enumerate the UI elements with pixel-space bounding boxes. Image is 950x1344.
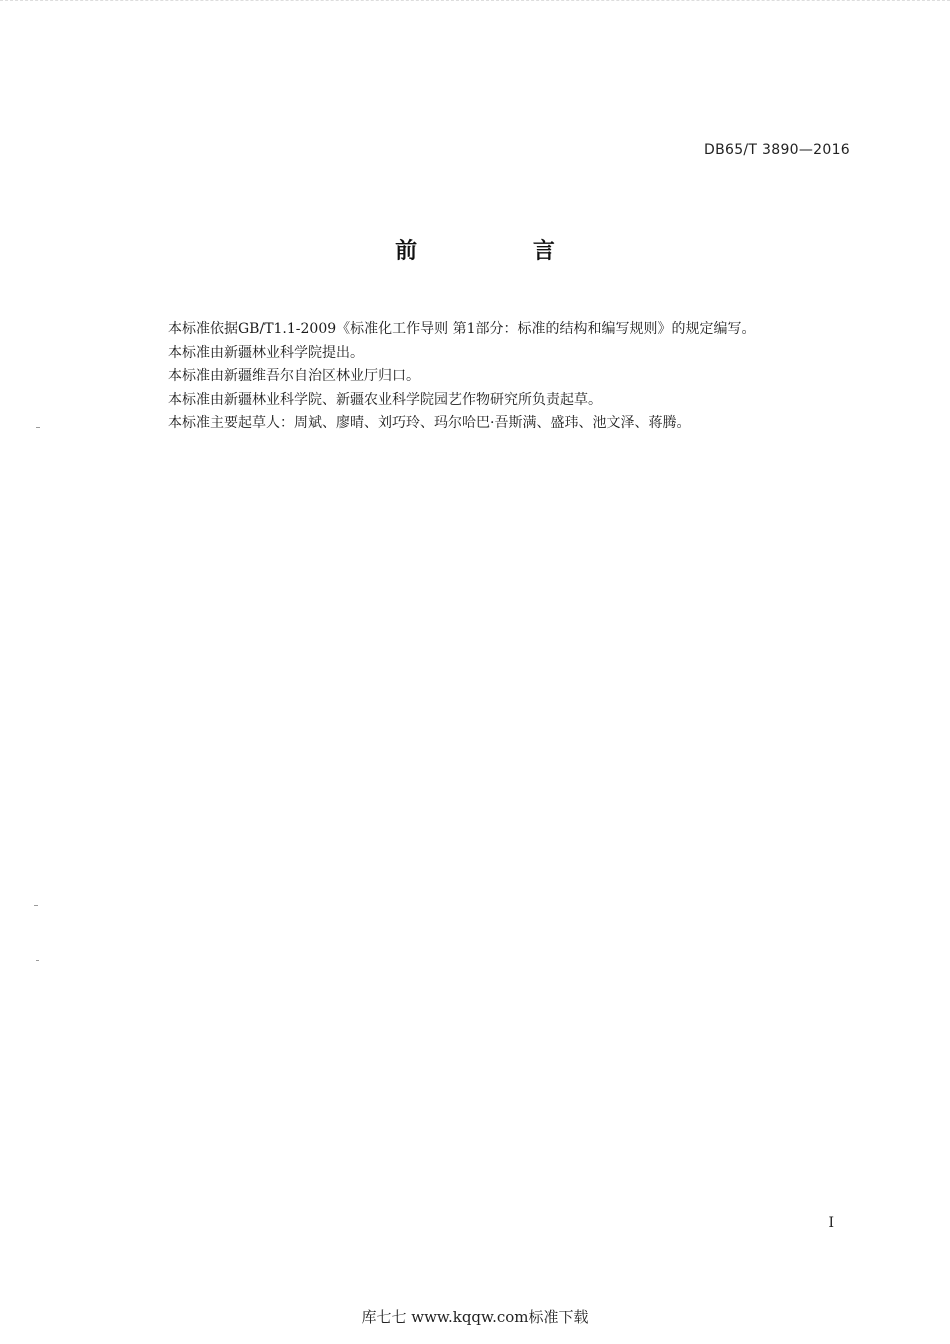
paragraph-drafting-units: 本标准由新疆林业科学院、新疆农业科学院园艺作物研究所负责起草。 [168, 391, 602, 408]
standard-code: DB65/T 3890—2016 [704, 142, 850, 158]
paragraph-drafting-basis: 本标准依据GB/T1.1-2009《标准化工作导则 第1部分：标准的结构和编写规则》的规定编写。 [168, 321, 756, 337]
scan-edge-artifact [0, 0, 950, 5]
page-title: 前 言 [395, 239, 609, 264]
scan-speck [34, 905, 38, 906]
page-number: I [828, 1215, 834, 1231]
paragraph-proposer: 本标准由新疆林业科学院提出。 [168, 344, 364, 361]
foreword-body [168, 318, 868, 436]
paragraph-administrator: 本标准由新疆维吾尔自治区林业厅归口。 [168, 368, 420, 384]
scan-speck [36, 960, 39, 961]
paragraph-drafters: 本标准主要起草人：周斌、廖晴、刘巧玲、玛尔哈巴·吾斯满、盛玮、池文泽、蒋腾。 [168, 415, 691, 431]
scan-speck [36, 427, 40, 428]
download-watermark: 库七七 www.kqqw.com标准下载 [361, 1308, 589, 1326]
